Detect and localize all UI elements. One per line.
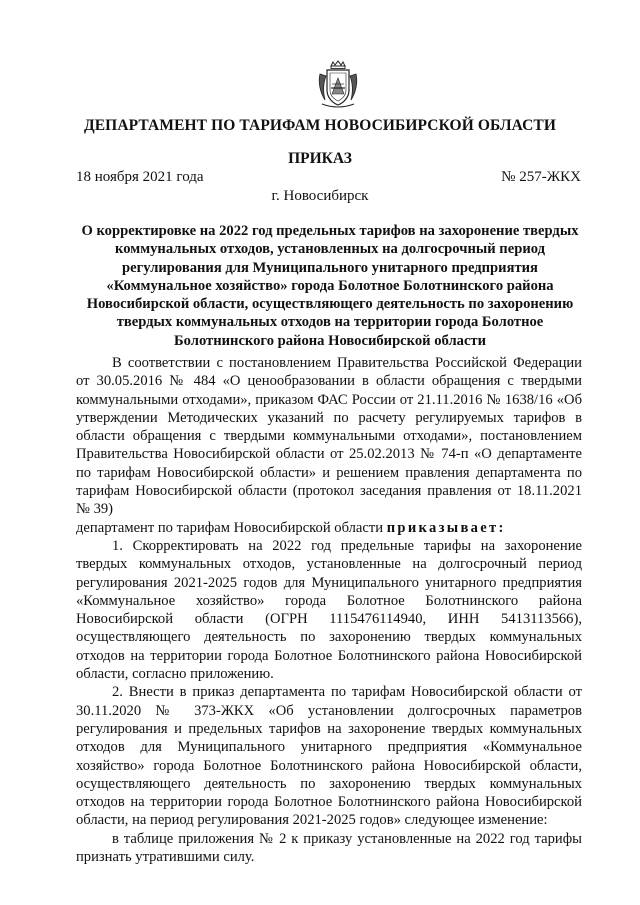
order-subject: О корректировке на 2022 год предельных тарифов на захоронение твердых коммунальных отходов, установленных на долгосрочный период регулирования для Муниципального унитарного предприятия «Коммунальное хозяйство» города Болотное Болотнинского района Новосибирской области, осуществляющего деятельность по захоронению твердых коммунальных отходов на территории города Болотное Болотнинского района Новосибирской области (81, 223, 579, 349)
order-date: 18 ноября 2021 года (76, 169, 204, 185)
order-body (76, 354, 582, 866)
orders-paragraph (76, 519, 582, 537)
item-2-change-paragraph: в таблице приложения № 2 к приказу установленные на 2022 год тарифы признать утратившими силу. (76, 830, 582, 866)
orders-intro: департамент по тарифам Новосибирской области (76, 519, 384, 536)
item-1-paragraph: 1. Скорректировать на 2022 год предельные тарифы на захоронение твердых коммунальных отходов, установленные на долгосрочный период регулирования 2021-2025 годов для Муниципального унитарного предприятия «Коммунальное хозяйство» города Болотное Болотнинского района Новосибирской области (ОГРН 1115476114940, ИНН 5413113566), осуществляющего деятельность по захоронению твердых коммунальных отходов на территории города Болотное Болотнинского района Новосибирской области, согласно приложению. (76, 537, 582, 683)
orders-word: приказывает: (386, 519, 506, 536)
preamble-paragraph: В соответствии с постановлением Правительства Российской Федерации от 30.05.2016 № 484 «О ценообразовании в области обращения с твердыми коммунальными отходами», приказом ФАС России от 21.11.2016 № 1638/16 «Об утверждении Методических указаний по расчету регулируемых тарифов в области обращения с твердыми коммунальными отходами», постановлением Правительства Новосибирской области от 25.02.2013 № 74-п «О департаменте по тарифам Новосибирской области» и решением правления департамента по тарифам Новосибирской области (протокол заседания правления от 18.11.2021 № 39) (76, 355, 582, 518)
order-title: ПРИКАЗ (288, 150, 352, 167)
order-number: № 257-ЖКХ (501, 169, 581, 185)
department-title: ДЕПАРТАМЕНТ ПО ТАРИФАМ НОВОСИБИРСКОЙ ОБЛАСТИ (83, 117, 557, 134)
item-2-paragraph: 2. Внести в приказ департамента по тарифам Новосибирской области от 30.11.2020 № 373-ЖКХ «Об установлении долгосрочных параметров регулирования и предельных тарифов на захоронение твердых коммунальных отходов для Муниципального унитарного предприятия «Коммунальное хозяйство» города Болотное Болотнинского района Новосибирской области, осуществляющего деятельность по захоронению твердых коммунальных отходов на территории города Болотное Болотнинского района Новосибирской области, на период регулирования 2021-2025 годов» следующее изменение: (76, 684, 582, 829)
order-city: г. Новосибирск (271, 188, 369, 204)
coat-of-arms-icon (316, 60, 360, 110)
